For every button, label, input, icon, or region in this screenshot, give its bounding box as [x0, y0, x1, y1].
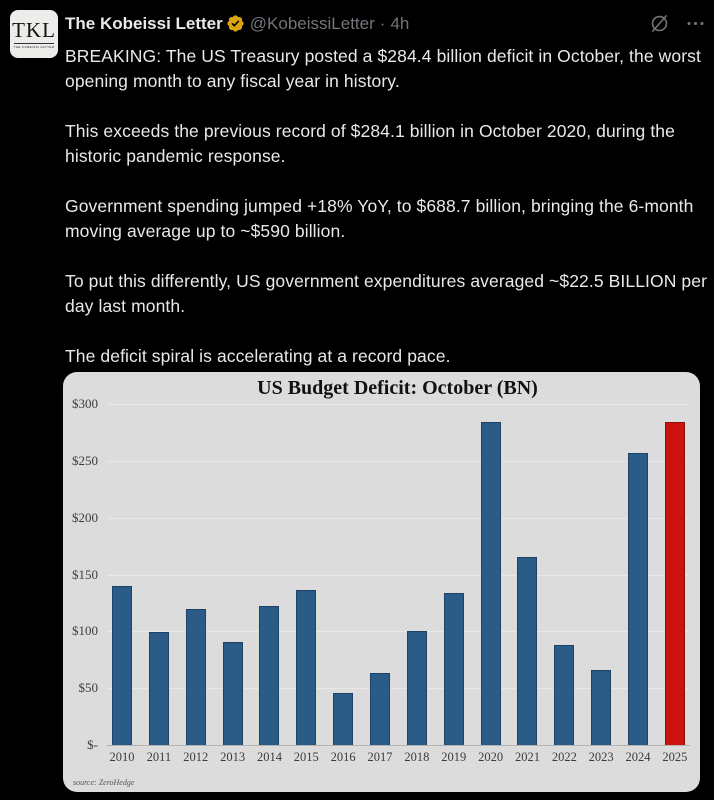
y-tick-label: $250 — [72, 452, 98, 468]
chart-source-note: source: ZeroHedge — [73, 778, 135, 787]
bar-slot — [439, 404, 469, 745]
x-tick-label: 2010 — [109, 750, 135, 764]
x-tick-label: 2024 — [625, 750, 651, 764]
x-tick-label: 2021 — [514, 750, 540, 764]
bar-2023 — [591, 670, 611, 745]
bar-2010 — [112, 586, 132, 745]
bar-slot — [107, 404, 137, 745]
chart-title: US Budget Deficit: October (BN) — [257, 377, 538, 399]
bar-2016 — [333, 693, 353, 745]
x-tick-label: 2014 — [256, 750, 282, 764]
bar-slot — [512, 404, 542, 745]
bar-2013 — [223, 642, 243, 745]
bar-2017 — [370, 673, 390, 745]
timestamp[interactable]: 4h — [390, 13, 410, 33]
bar-slot — [218, 404, 248, 745]
bar-slot — [254, 404, 284, 745]
tweet-paragraph: To put this differently, US government expenditures averaged ~$22.5 BILLION per day last month. — [65, 271, 708, 316]
bar-2020 — [481, 422, 501, 745]
x-tick-label: 2016 — [330, 750, 356, 764]
avatar[interactable] — [10, 10, 58, 58]
x-tick-label: 2020 — [478, 750, 504, 764]
bar-slot — [365, 404, 395, 745]
bar-slot — [660, 404, 690, 745]
bar-2025 — [665, 422, 685, 745]
bar-2018 — [407, 631, 427, 745]
bar-slot — [144, 404, 174, 745]
y-tick-label: $50 — [78, 680, 98, 696]
tweet-paragraph: The deficit spiral is accelerating at a record pace. — [65, 346, 451, 366]
x-tick-label: 2022 — [551, 750, 577, 764]
bar-2011 — [149, 632, 169, 745]
y-tick-label: $300 — [72, 396, 98, 411]
x-axis-line — [107, 745, 690, 746]
bars-row — [107, 404, 690, 745]
x-tick-label: 2013 — [220, 750, 246, 764]
tweet-body — [65, 44, 710, 394]
x-tick-label: 2019 — [441, 750, 467, 764]
tweet-paragraph: Government spending jumped +18% YoY, to $688.7 billion, bringing the 6-month moving average up to ~$590 billion. — [65, 196, 694, 241]
bar-slot — [328, 404, 358, 745]
x-tick-label: 2017 — [367, 750, 393, 764]
grok-icon[interactable] — [649, 13, 670, 34]
x-tick-label: 2011 — [146, 750, 172, 764]
y-tick-label: $200 — [72, 509, 98, 525]
bar-slot — [476, 404, 506, 745]
author-handle[interactable]: @KobeissiLetter — [249, 13, 375, 33]
x-tick-label: 2023 — [588, 750, 614, 764]
bar-2022 — [554, 645, 574, 745]
bar-2014 — [259, 606, 279, 745]
header-icons — [649, 13, 707, 34]
bar-2015 — [296, 590, 316, 745]
chart-image[interactable] — [63, 372, 700, 792]
y-axis — [63, 396, 103, 752]
tweet-header — [65, 13, 707, 34]
plot-area — [107, 404, 690, 745]
x-axis-labels — [107, 750, 690, 765]
bar-2012 — [186, 609, 206, 745]
tweet-paragraph: This exceeds the previous record of $284.1 billion in October 2020, during the historic pandemic response. — [65, 121, 675, 166]
bar-2019 — [444, 593, 464, 745]
x-tick-label: 2012 — [183, 750, 209, 764]
bar-slot — [181, 404, 211, 745]
y-tick-label: $100 — [72, 623, 98, 639]
separator-dot: · — [379, 13, 386, 33]
bar-slot — [402, 404, 432, 745]
y-tick-label: $150 — [72, 566, 98, 582]
y-tick-label: $- — [87, 737, 98, 752]
bar-2021 — [517, 557, 537, 745]
handle-group — [250, 14, 410, 34]
x-tick-label: 2015 — [293, 750, 319, 764]
bar-slot — [549, 404, 579, 745]
tweet-paragraph: BREAKING: The US Treasury posted a $284.4 billion deficit in October, the worst opening month to any fiscal year in history. — [65, 46, 701, 91]
gold-verified-badge-icon — [226, 14, 245, 33]
bar-2024 — [628, 453, 648, 745]
avatar-monogram: TKL — [12, 17, 56, 42]
bar-slot — [586, 404, 616, 745]
x-tick-label: 2025 — [662, 750, 688, 764]
avatar-subtext: THE KOBEISSI LETTER — [13, 44, 55, 49]
bar-slot — [291, 404, 321, 745]
author-name[interactable]: The Kobeissi Letter — [65, 13, 223, 33]
more-icon[interactable] — [686, 14, 705, 33]
x-tick-label: 2018 — [404, 750, 430, 764]
bar-slot — [623, 404, 653, 745]
